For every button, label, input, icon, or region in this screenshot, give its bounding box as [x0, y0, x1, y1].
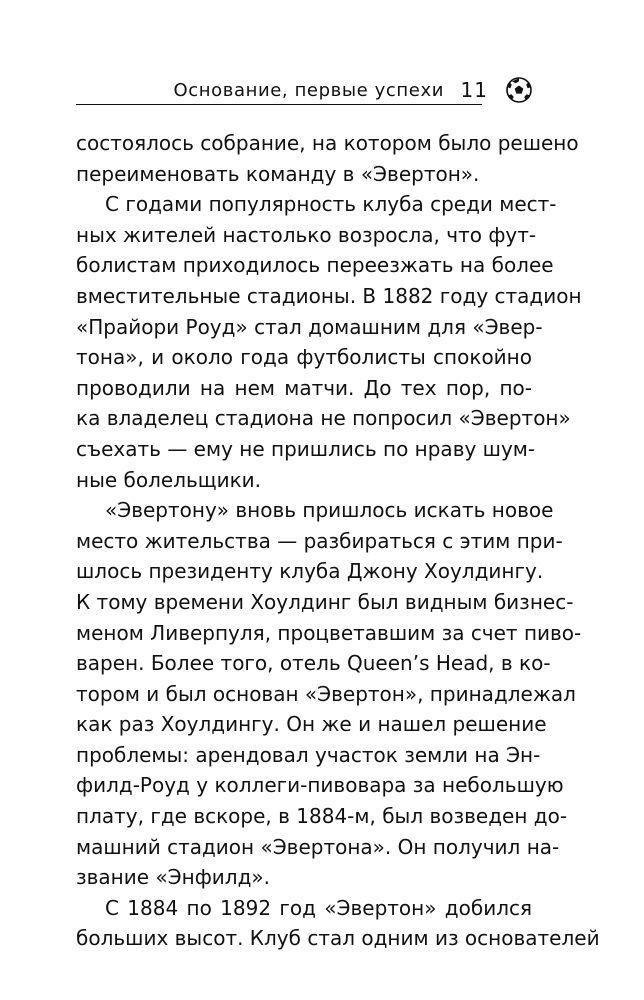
text-line: шлось президенту клуба Джону Хоулдингу. — [76, 559, 544, 584]
text-line: состоялось собрание, на котором было решено — [76, 131, 579, 155]
text-line: переименовать команду в «Эвертон». — [76, 161, 480, 186]
running-title: Основание, первые успехи — [173, 80, 444, 101]
text-line: проблемы: арендовал участок земли на Эн- — [76, 742, 541, 767]
header-rule — [76, 104, 482, 105]
text-line: меном Ливерпуля, процветавшим за счет пиво- — [76, 620, 582, 645]
text-line: тона», и около года футболисты спокойно — [76, 345, 532, 370]
text-line: К тому времени Хоулдинг был видным бизнес- — [76, 589, 574, 614]
text-line: вместительные стадионы. В 1882 году стадион — [76, 283, 582, 308]
text-line: место жительства — разбираться с этим при- — [76, 528, 563, 553]
text-line: как раз Хоулдингу. Он же и нашел решение — [76, 712, 547, 737]
text-line: С 1884 по 1892 год «Эвертон» добился — [105, 895, 532, 920]
text-line: машний стадион «Эвертона». Он получил на- — [76, 834, 560, 859]
text-line: звание «Энфилд». — [76, 865, 270, 890]
text-line: плату, где вскоре, в 1884-м, был возведен до- — [76, 804, 568, 829]
text-line: варен. Более того, отель Queen’s Head, в ко- — [76, 651, 551, 676]
text-line: больших высот. Клуб стал одним из основателей — [76, 926, 600, 951]
text-line: филд-Роуд у коллеги-пивовара за небольшую — [76, 773, 564, 798]
text-line: ные болельщики. — [76, 467, 262, 492]
text-line: ных жителей настолько возросла, что фут- — [76, 222, 537, 247]
text-line: болистам приходилось переезжать на более — [76, 253, 554, 278]
soccer-ball-icon — [506, 77, 532, 103]
text-line: проводили на нем матчи. До тех пор, по- — [76, 375, 532, 400]
text-line: ка владелец стадиона не попросил «Эвертон» — [76, 406, 571, 431]
text-line: С годами популярность клуба среди мест- — [105, 192, 557, 217]
text-line: «Эвертону» вновь пришлось искать новое — [105, 498, 554, 523]
page-number: 11 — [460, 78, 488, 102]
text-line: «Прайори Роуд» стал домашним для «Эвер- — [76, 314, 543, 339]
text-line: съехать — ему не пришлись по нраву шум- — [76, 436, 536, 461]
text-line: тором и был основан «Эвертон», принадлежал — [76, 681, 576, 706]
running-head — [76, 68, 546, 108]
body-text — [76, 128, 600, 954]
